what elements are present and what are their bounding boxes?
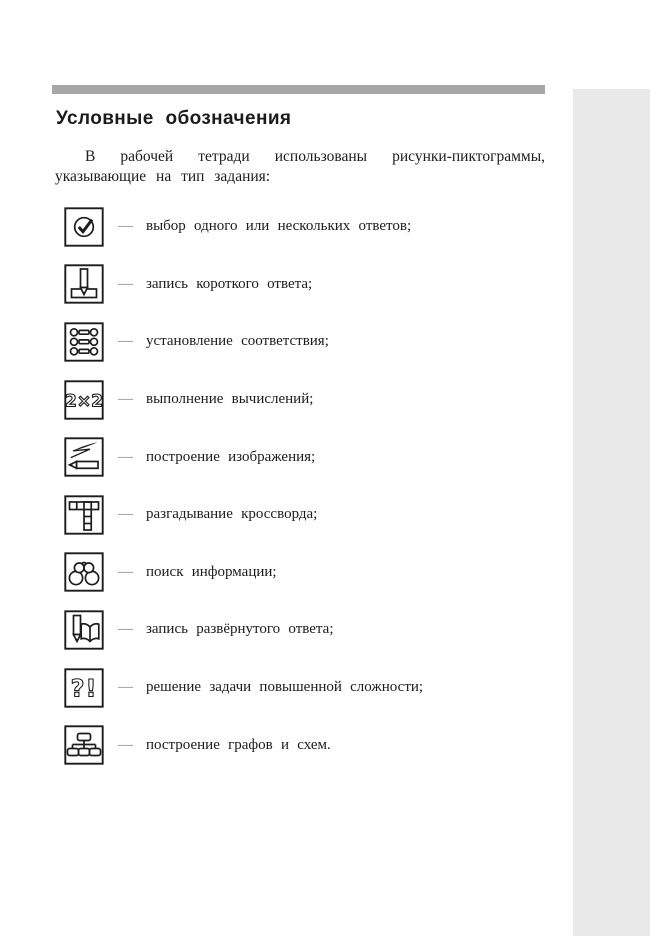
legend-item <box>64 659 423 717</box>
legend-label: запись развёрнутого ответа; <box>146 621 334 638</box>
crossword-icon <box>64 495 104 535</box>
legend-item <box>64 544 423 602</box>
legend-label: разгадывание кроссворда; <box>146 506 318 523</box>
legend-item <box>64 313 423 371</box>
legend-dash: — <box>118 448 133 465</box>
pencil-open-book-icon <box>64 610 104 650</box>
legend-dash: — <box>118 736 133 753</box>
legend-item <box>64 716 423 774</box>
legend-dash: — <box>118 679 133 696</box>
legend-label: выбор одного или нескольких ответов; <box>146 218 412 235</box>
legend-label: построение графов и схем. <box>146 736 331 753</box>
pencil-answer-box-icon <box>64 264 104 304</box>
legend-list <box>64 198 423 774</box>
calculation-glyph: 2×2 <box>65 391 103 412</box>
pen-drawing-icon <box>64 437 104 477</box>
page-margin-panel <box>573 89 650 936</box>
legend-dash: — <box>118 563 133 580</box>
legend-label: выполнение вычислений; <box>146 391 314 408</box>
legend-item <box>64 486 423 544</box>
legend-label: построение изображения; <box>146 448 316 465</box>
legend-dash: — <box>118 333 133 350</box>
legend-label: запись короткого ответа; <box>146 275 313 292</box>
legend-item <box>64 601 423 659</box>
legend-label: установление соответствия; <box>146 333 329 350</box>
binoculars-icon <box>64 552 104 592</box>
legend-item <box>64 428 423 486</box>
legend-item <box>64 198 423 256</box>
section-divider-bar <box>52 85 545 94</box>
legend-label: решение задачи повышенной сложности; <box>146 679 424 696</box>
calculation-icon <box>64 380 104 420</box>
legend-dash: — <box>118 218 133 235</box>
legend-dash: — <box>118 391 133 408</box>
checkmark-circle-icon <box>64 207 104 247</box>
legend-dash: — <box>118 275 133 292</box>
legend-item <box>64 256 423 314</box>
legend-dash: — <box>118 506 133 523</box>
legend-item <box>64 371 423 429</box>
graph-scheme-icon <box>64 725 104 765</box>
intro-line-1: В рабочей тетради использованы рисунки-пиктограммы, <box>85 148 545 165</box>
page-title: Условные обозначения <box>56 108 292 129</box>
intro-line-2: указывающие на тип задания: <box>55 167 271 185</box>
legend-label: поиск информации; <box>146 563 277 580</box>
matching-pairs-icon <box>64 322 104 362</box>
question-exclamation-icon <box>64 668 104 708</box>
intro-paragraph <box>55 147 545 186</box>
legend-dash: — <box>118 621 133 638</box>
question-exclamation-glyph: ?! <box>70 674 98 703</box>
